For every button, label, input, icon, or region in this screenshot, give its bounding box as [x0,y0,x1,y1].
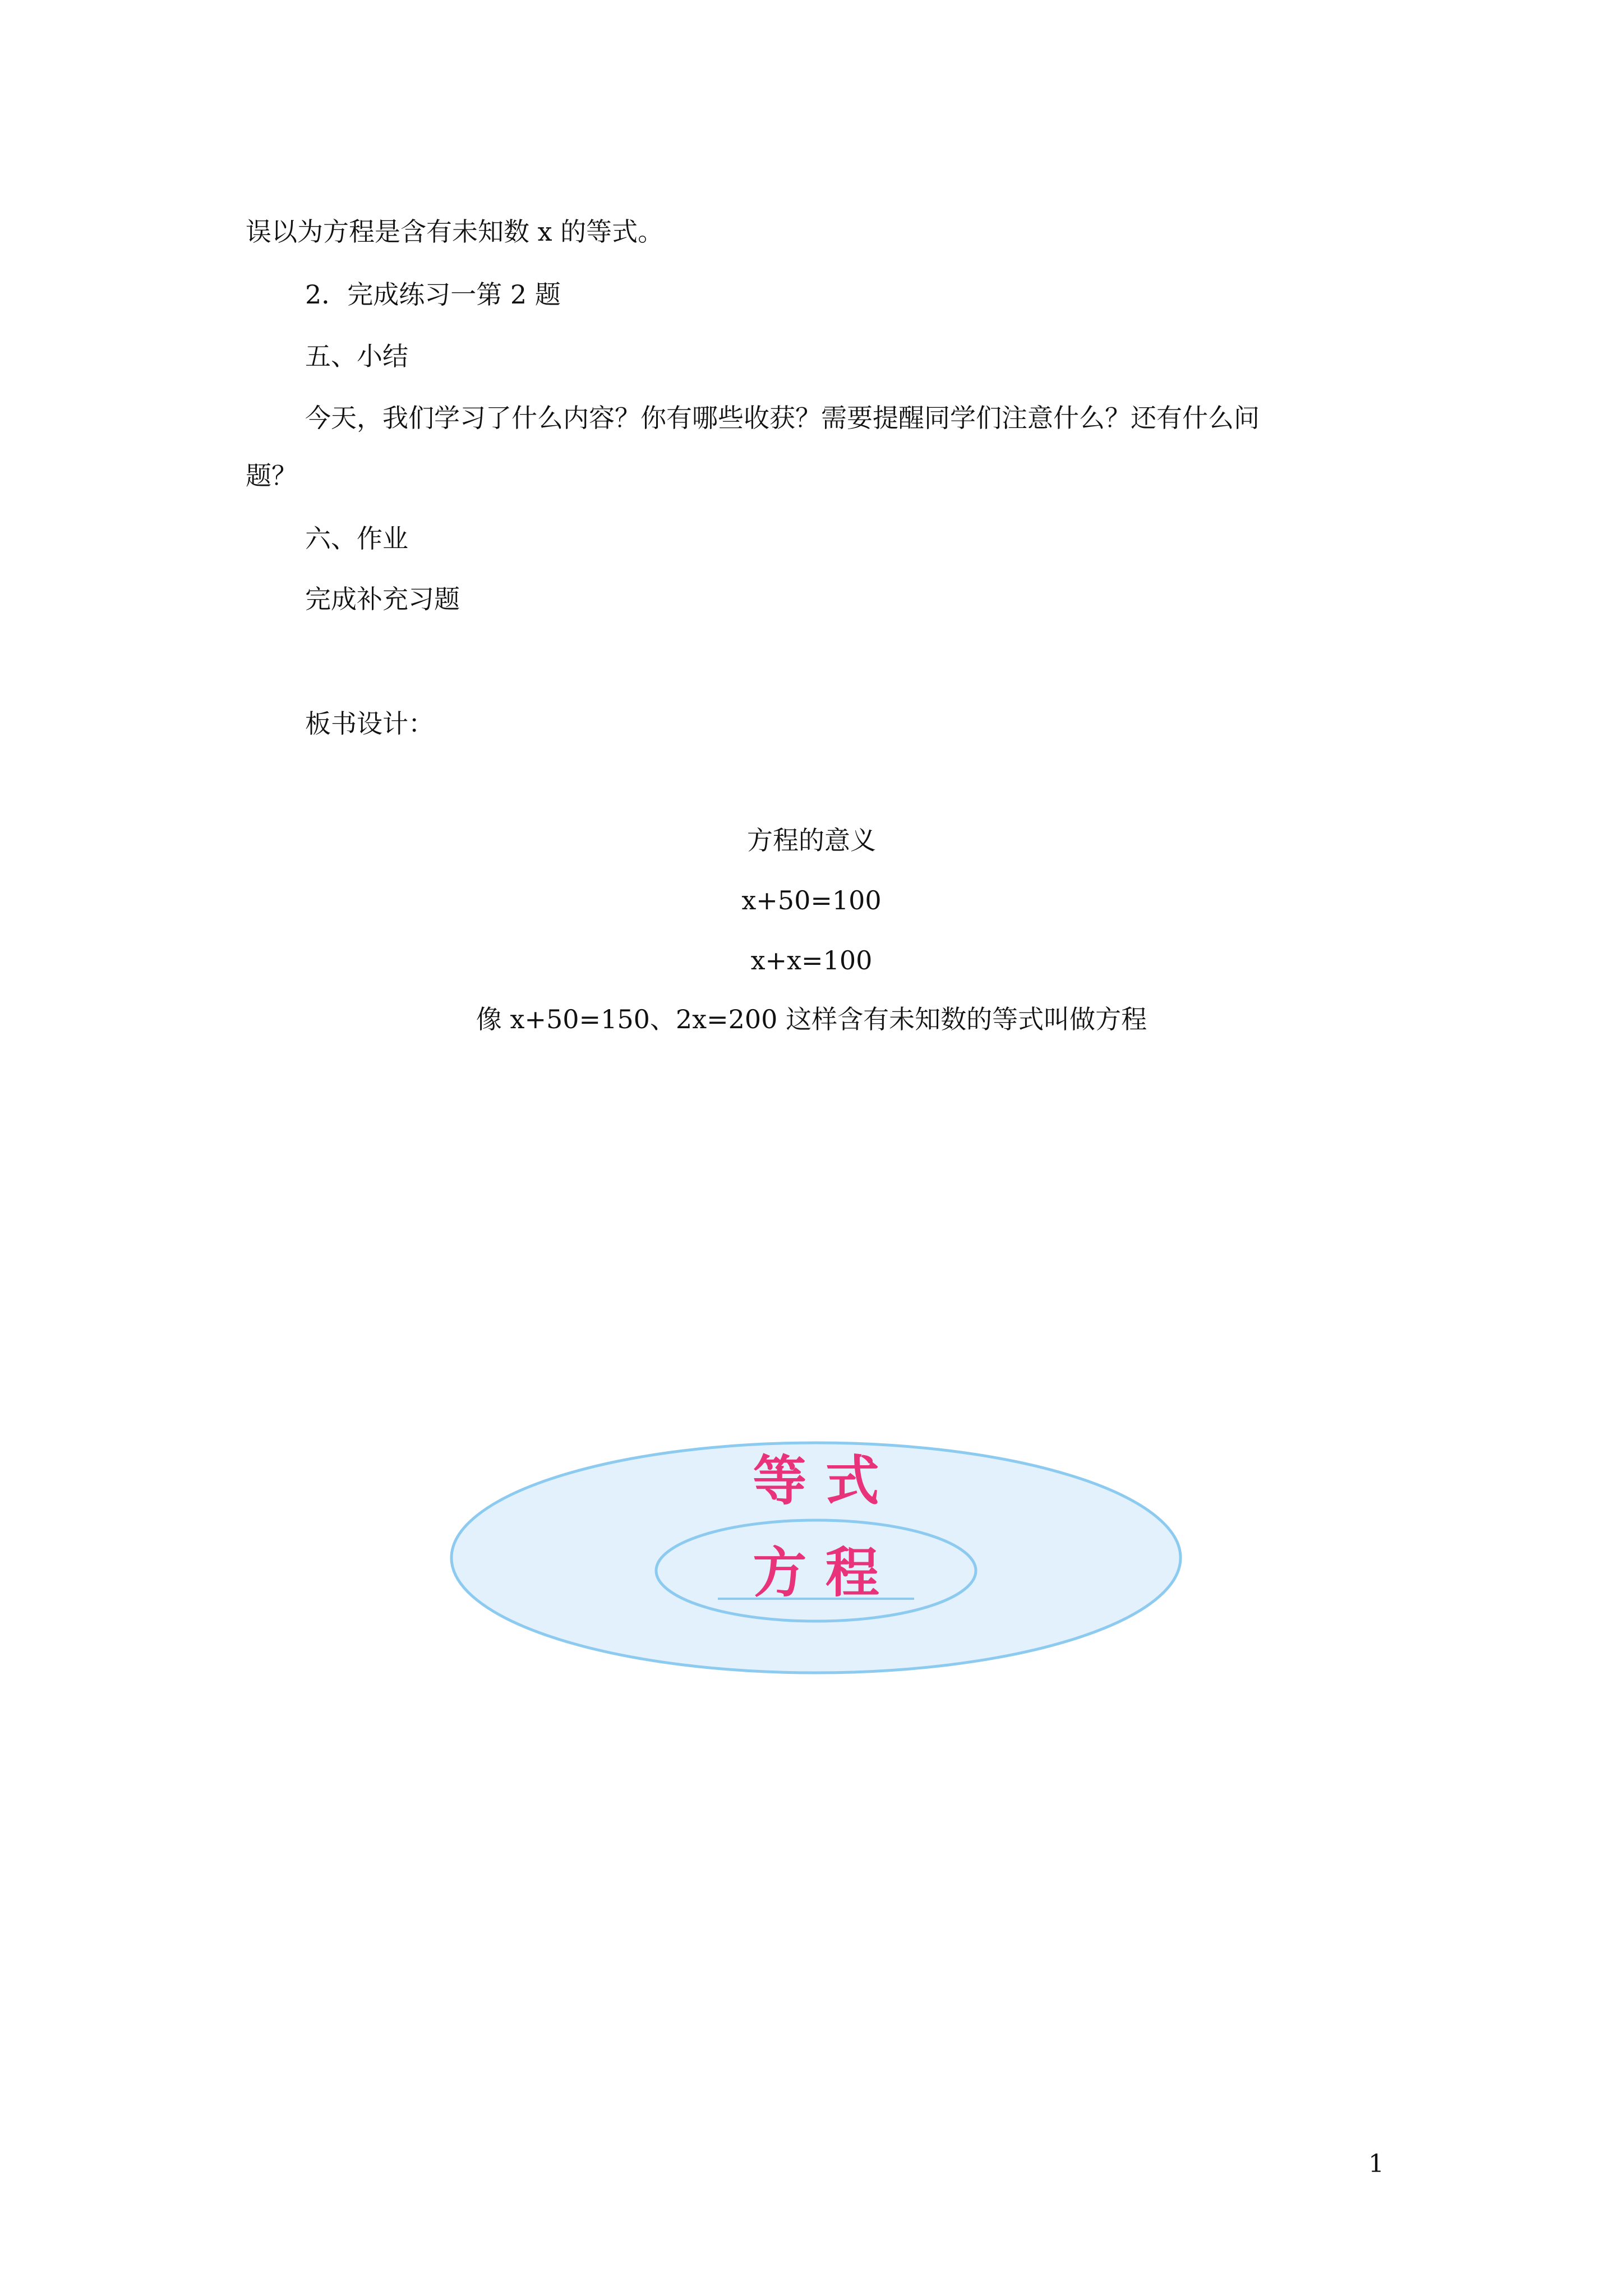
board-title: 方程的意义 [747,825,876,855]
board-design-label: 板书设计： [305,708,434,739]
board-equation-1: x+50=100 [741,885,882,915]
exercise-item: 2．完成练习一第 2 题 [305,279,561,310]
section-heading-homework: 六、作业 [305,523,408,554]
summary-text-line2: 题？ [246,461,297,491]
equation-equality-venn-diagram [443,1433,1189,1680]
equality-label: 等 式 [753,1450,879,1512]
board-equation-2: x+x=100 [750,945,873,976]
equation-label: 方 程 [753,1542,879,1604]
section-heading-summary: 五、小结 [305,341,408,371]
paragraph-continuation: 误以为方程是含有未知数 x 的等式。 [246,217,664,247]
board-definition: 像 x+50=150、2x=200 这样含有未知数的等式叫做方程 [476,1004,1147,1034]
homework-text: 完成补充习题 [305,584,460,614]
page-number: 1 [1368,2150,1384,2178]
summary-text-line1: 今天，我们学习了什么内容？你有哪些收获？需要提醒同学们注意什么？还有什么问 [305,403,1260,433]
